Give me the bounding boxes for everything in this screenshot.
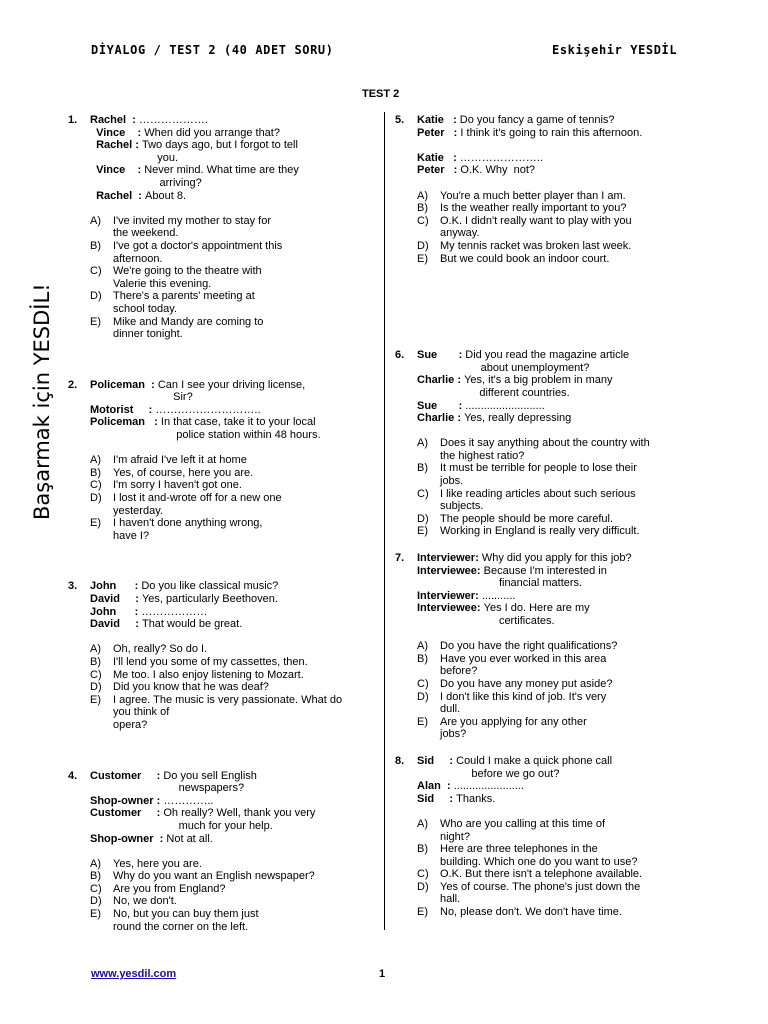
answer-option[interactable]	[417, 202, 695, 215]
answer-option[interactable]	[417, 868, 695, 881]
speech-text: Yes, really depressing	[461, 412, 572, 425]
option-letter: D)	[90, 290, 102, 303]
question-number	[395, 793, 417, 806]
answer-option[interactable]	[417, 513, 695, 526]
column-divider	[384, 112, 385, 930]
answer-option[interactable]	[417, 691, 695, 716]
speech-text: …………..	[160, 794, 214, 807]
speaker-name: Sue :	[417, 399, 463, 412]
question-number	[395, 602, 417, 627]
speech-text: .......................	[450, 780, 524, 793]
answer-option[interactable]	[417, 253, 695, 266]
option-text: I like reading articles about such serious subjects.	[440, 487, 636, 513]
option-letter: B)	[90, 655, 101, 668]
speech-text: Yes, it's a big problem in many different countries.	[464, 374, 613, 399]
option-text: Yes of course. The phone's just down the hall.	[440, 880, 641, 906]
option-letter: D)	[417, 880, 429, 893]
answer-option[interactable]	[90, 694, 368, 732]
option-text: O.K. But there isn't a telephone available.	[440, 868, 643, 881]
speaker-name: Policeman :	[90, 378, 155, 391]
website-link[interactable]: www.yesdil.com	[91, 968, 177, 980]
answer-option[interactable]	[90, 669, 368, 682]
question-number	[68, 416, 90, 441]
speaker-name: Customer :	[90, 769, 161, 782]
speaker-name: Sid :	[417, 754, 454, 767]
option-text: Is the weather really important to you?	[440, 202, 627, 215]
speech-text: Not at all.	[163, 832, 213, 845]
option-letter: C)	[90, 668, 102, 681]
answer-option[interactable]	[417, 640, 695, 653]
dialogue-line	[68, 164, 368, 189]
option-text: I've got a doctor's appointment this afternoon.	[113, 239, 283, 265]
speaker-name: John :	[90, 580, 139, 593]
dialogue-line	[395, 412, 695, 425]
speech-text: When did you arrange that?	[141, 126, 280, 139]
option-text: But we could book an indoor court.	[440, 252, 610, 265]
dialogue-line	[68, 593, 368, 606]
speaker-name: Peter :	[417, 126, 458, 139]
page-number: 1	[379, 968, 386, 980]
option-letter: E)	[417, 252, 428, 265]
answer-options	[395, 437, 695, 538]
question-1	[68, 114, 368, 341]
right-column	[395, 114, 695, 919]
option-letter: E)	[90, 517, 101, 530]
option-text: Oh, really? So do I.	[113, 643, 208, 656]
option-text: Do you have the right qualifications?	[440, 640, 618, 653]
speaker-name: Interviewee:	[417, 602, 481, 615]
speaker-name: Policeman :	[90, 416, 158, 429]
option-letter: C)	[417, 214, 429, 227]
option-letter: C)	[417, 677, 429, 690]
option-text: I'm sorry I haven't got one.	[113, 479, 242, 492]
question-number: 2.	[68, 378, 78, 391]
speech-text: About 8.	[141, 189, 187, 202]
option-text: O.K. I didn't really want to play with you anyway.	[440, 214, 632, 240]
answer-options	[68, 215, 368, 341]
question-2	[68, 379, 368, 543]
option-text: Do you have any money put aside?	[440, 677, 613, 690]
speaker-name: Rachel :	[90, 114, 136, 126]
speech-text: ………………	[138, 605, 208, 618]
question-4	[68, 770, 368, 934]
option-letter: D)	[417, 690, 429, 703]
answer-option[interactable]	[90, 883, 368, 896]
question-number: 5.	[395, 114, 405, 126]
question-5	[395, 114, 695, 265]
dialogue-line	[68, 139, 368, 164]
question-number	[395, 152, 417, 165]
option-letter: C)	[417, 487, 429, 500]
option-letter: B)	[417, 462, 428, 475]
option-letter: B)	[90, 466, 101, 479]
speaker-name: Vince :	[90, 164, 142, 177]
question-number	[68, 190, 90, 203]
question-number: 3.	[68, 580, 78, 593]
question-number	[395, 565, 417, 590]
dialogue-line	[395, 602, 695, 627]
speaker-name: David :	[90, 593, 139, 605]
answer-option[interactable]	[90, 316, 368, 341]
answer-option[interactable]	[90, 517, 368, 542]
answer-option[interactable]	[417, 240, 695, 253]
option-letter: D)	[90, 895, 102, 908]
speaker-name: Charlie :	[417, 412, 462, 425]
option-text: It must be terrible for people to lose their jobs.	[440, 462, 637, 488]
speaker-name: Rachel :	[90, 189, 142, 202]
speech-text: Never mind. What time are they arriving?	[144, 164, 299, 189]
speech-text: …………………..	[456, 151, 543, 164]
option-text: I lost it and-wrote off for a new one yesterday.	[113, 492, 282, 517]
dialogue-line	[68, 416, 368, 441]
answer-option[interactable]	[90, 240, 368, 265]
option-text: You're a much better player than I am.	[440, 189, 626, 202]
question-number	[68, 593, 90, 606]
dialogue-line	[395, 755, 695, 780]
speech-text: Could I make a quick phone call before we go out?	[456, 754, 613, 780]
question-number	[68, 606, 90, 619]
option-text: I haven't done anything wrong, have I?	[113, 517, 263, 542]
dialogue-line	[68, 833, 368, 846]
left-column	[68, 114, 368, 933]
option-text: Me too. I also enjoy listening to Mozart.	[113, 668, 304, 681]
option-text: Yes, of course, here you are.	[113, 466, 254, 479]
answer-options	[68, 858, 368, 934]
speaker-name: Motorist :	[90, 403, 153, 416]
publisher-name: Eskişehir YESDİL	[552, 43, 678, 57]
dialogue-line	[395, 552, 695, 565]
answer-option[interactable]	[90, 492, 368, 517]
answer-options	[395, 190, 695, 266]
answer-option[interactable]	[90, 858, 368, 871]
speaker-name: Rachel :	[90, 139, 139, 152]
question-number	[395, 139, 417, 152]
speaker-name: Interviewer:	[417, 552, 479, 565]
option-text: I agree. The music is very passionate. What do you think of opera?	[113, 693, 343, 731]
option-letter: A)	[90, 214, 101, 227]
question-6	[395, 349, 695, 538]
dialogue-line	[395, 780, 695, 793]
option-letter: C)	[90, 265, 102, 278]
option-letter: C)	[90, 882, 102, 895]
answer-option[interactable]	[90, 467, 368, 480]
answer-option[interactable]	[417, 437, 695, 462]
document-header-title: DİYALOG / TEST 2 (40 ADET SORU)	[91, 43, 334, 57]
speech-text: Oh really? Well, thank you very much for your help.	[163, 807, 316, 832]
option-letter: D)	[417, 512, 429, 525]
option-text: No, please don't. We don't have time.	[440, 906, 622, 919]
speech-text: ...........	[478, 589, 516, 602]
answer-option[interactable]	[417, 881, 695, 906]
speech-text: ……………….	[135, 114, 208, 126]
option-letter: B)	[417, 652, 428, 665]
speech-text: Did you read the magazine article about unemployment?	[465, 349, 630, 374]
answer-option[interactable]	[417, 190, 695, 203]
dialogue-line	[395, 139, 695, 152]
option-letter: B)	[417, 202, 428, 215]
dialogue-line	[68, 807, 368, 832]
speaker-name: Katie :	[417, 114, 457, 126]
option-letter: E)	[90, 908, 101, 921]
option-text: I've invited my mother to stay for the weekend.	[113, 214, 271, 240]
question-number	[68, 164, 90, 189]
option-letter: D)	[90, 492, 102, 505]
speech-text: I think it's going to rain this afternoon.	[457, 126, 643, 139]
speech-text: O.K. Why not?	[457, 164, 536, 177]
option-letter: A)	[90, 643, 101, 656]
speech-text	[417, 139, 695, 152]
option-text: No, but you can buy them just round the corner on the left.	[113, 908, 259, 933]
question-number	[68, 833, 90, 846]
option-letter: B)	[90, 870, 101, 883]
option-letter: C)	[90, 479, 102, 492]
speech-text: Yes I do. Here are my certificates.	[483, 602, 590, 627]
dialogue-line	[395, 114, 695, 127]
answer-option[interactable]	[90, 895, 368, 908]
question-number	[395, 590, 417, 603]
side-slogan: Başarmak için YESDİL!	[30, 283, 54, 520]
answer-option[interactable]	[90, 870, 368, 883]
option-letter: A)	[417, 640, 428, 653]
answer-option[interactable]	[90, 215, 368, 240]
question-number	[68, 404, 90, 417]
option-text: Did you know that he was deaf?	[113, 681, 269, 694]
answer-option[interactable]	[90, 479, 368, 492]
speaker-name: Shop-owner :	[90, 794, 161, 807]
question-number	[68, 795, 90, 808]
dialogue-line	[68, 606, 368, 619]
speech-text: Why did you apply for this job?	[478, 552, 632, 565]
answer-option[interactable]	[90, 643, 368, 656]
answer-option[interactable]	[417, 488, 695, 513]
answer-option[interactable]	[417, 678, 695, 691]
speech-text: Because I'm interested in financial matters.	[483, 564, 607, 590]
dialogue-line	[395, 565, 695, 590]
speaker-name: Charlie :	[417, 374, 462, 387]
answer-option[interactable]	[417, 653, 695, 678]
option-text: No, we don't.	[113, 895, 177, 908]
answer-option[interactable]	[90, 656, 368, 669]
answer-option[interactable]	[90, 290, 368, 315]
question-number: 7.	[395, 552, 405, 565]
question-number: 6.	[395, 349, 405, 362]
speaker-name: Customer :	[90, 807, 161, 820]
option-text: Who are you calling at this time of night?	[440, 817, 606, 843]
option-text: Have you ever worked in this area before?	[440, 652, 607, 678]
option-letter: E)	[417, 525, 428, 538]
answer-option[interactable]	[417, 843, 695, 868]
question-number	[68, 807, 90, 832]
option-letter: A)	[417, 437, 428, 450]
speaker-name: David :	[90, 618, 139, 631]
option-text: I'm afraid I've left it at home	[113, 454, 247, 467]
answer-option[interactable]	[417, 906, 695, 919]
dialogue-line	[68, 114, 368, 127]
answer-options	[68, 454, 368, 542]
question-number	[395, 780, 417, 793]
speaker-name: Peter :	[417, 164, 458, 177]
question-number	[395, 164, 417, 177]
question-number	[395, 400, 417, 413]
option-letter: C)	[417, 868, 429, 881]
option-text: Mike and Mandy are coming to dinner tonight.	[113, 315, 264, 341]
speech-text: That would be great.	[138, 618, 243, 631]
dialogue-line	[68, 618, 368, 631]
speaker-name: Sid :	[417, 792, 454, 805]
answer-option[interactable]	[417, 462, 695, 487]
question-3	[68, 580, 368, 731]
dialogue-line	[68, 404, 368, 417]
answer-option[interactable]	[417, 818, 695, 843]
dialogue-line	[395, 374, 695, 399]
option-text: I'll lend you some of my cassettes, then.	[113, 655, 308, 668]
dialogue-line	[68, 127, 368, 140]
option-text: Working in England is really very difficult.	[440, 525, 640, 538]
speech-text: Do you like classical music?	[138, 580, 279, 593]
answer-option[interactable]	[90, 681, 368, 694]
option-letter: A)	[90, 454, 101, 467]
dialogue-line	[395, 400, 695, 413]
speaker-name: John :	[90, 605, 139, 618]
speaker-name: Shop-owner :	[90, 832, 164, 845]
dialogue-line	[68, 190, 368, 203]
answer-options	[395, 818, 695, 919]
test-title: TEST 2	[362, 88, 400, 100]
option-text: There's a parents' meeting at school today.	[113, 290, 255, 315]
speech-text: Do you sell English newspapers?	[163, 769, 257, 795]
option-letter: E)	[90, 315, 101, 328]
option-text: Yes, here you are.	[113, 857, 202, 870]
question-7	[395, 552, 695, 741]
dialogue-line	[395, 164, 695, 177]
dialogue-line	[68, 379, 368, 404]
question-number	[68, 139, 90, 164]
option-letter: D)	[417, 239, 429, 252]
question-number: 4.	[68, 769, 78, 782]
speaker-name: Alan :	[417, 780, 451, 793]
speaker-name: Sue :	[417, 349, 463, 362]
speaker-name: Vince :	[90, 126, 142, 139]
question-8	[395, 755, 695, 919]
dialogue-line	[68, 770, 368, 795]
speech-text: In that case, take it to your local police station within 48 hours.	[160, 416, 321, 442]
speech-text: Two days ago, but I forgot to tell you.	[141, 139, 298, 164]
question-number	[68, 618, 90, 631]
speaker-name: Katie :	[417, 151, 457, 164]
question-number: 8.	[395, 754, 405, 767]
speech-text: ………………………..	[152, 403, 261, 416]
dialogue-line	[395, 127, 695, 140]
speaker-name: Interviewer:	[417, 589, 479, 602]
option-letter: D)	[90, 681, 102, 694]
option-letter: A)	[417, 817, 428, 830]
option-letter: B)	[90, 239, 101, 252]
answer-option[interactable]	[417, 525, 695, 538]
dialogue-line	[68, 795, 368, 808]
option-text: Are you applying for any other jobs?	[440, 715, 587, 741]
answer-option[interactable]	[90, 454, 368, 467]
dialogue-line	[68, 580, 368, 593]
answer-options	[68, 643, 368, 731]
question-number	[395, 374, 417, 399]
option-text: I don't like this kind of job. It's very dull.	[440, 690, 607, 716]
speech-text: Thanks.	[453, 792, 496, 805]
question-number: 1.	[68, 114, 78, 126]
dialogue-line	[395, 349, 695, 374]
option-letter: A)	[417, 189, 428, 202]
dialogue-line	[395, 590, 695, 603]
option-text: Why do you want an English newspaper?	[113, 870, 315, 883]
question-number	[395, 127, 417, 140]
speech-text: Can I see your driving license, Sir?	[157, 378, 306, 404]
answer-option[interactable]	[90, 908, 368, 933]
option-letter: A)	[90, 857, 101, 870]
answer-options	[395, 640, 695, 741]
option-text: Here are three telephones in the building. Which one do you want to use?	[440, 843, 638, 868]
speech-text: Yes, particularly Beethoven.	[138, 593, 278, 605]
answer-option[interactable]	[417, 215, 695, 240]
question-number	[68, 127, 90, 140]
option-text: My tennis racket was broken last week.	[440, 239, 632, 252]
option-text: We're going to the theatre with Valerie this evening.	[113, 265, 262, 290]
question-number	[395, 412, 417, 425]
option-text: Are you from England?	[113, 882, 226, 895]
speech-text: Do you fancy a game of tennis?	[456, 114, 615, 126]
option-text: The people should be more careful.	[440, 512, 614, 525]
dialogue-line	[395, 793, 695, 806]
speaker-name: Interviewee:	[417, 564, 481, 577]
answer-option[interactable]	[417, 716, 695, 741]
option-letter: B)	[417, 843, 428, 856]
option-letter: E)	[417, 715, 428, 728]
option-letter: E)	[90, 693, 101, 706]
speech-text: ..........................	[462, 399, 545, 412]
option-text: Does it say anything about the country with the highest ratio?	[440, 437, 650, 462]
option-letter: E)	[417, 906, 428, 919]
answer-option[interactable]	[90, 265, 368, 290]
dialogue-line	[395, 152, 695, 165]
